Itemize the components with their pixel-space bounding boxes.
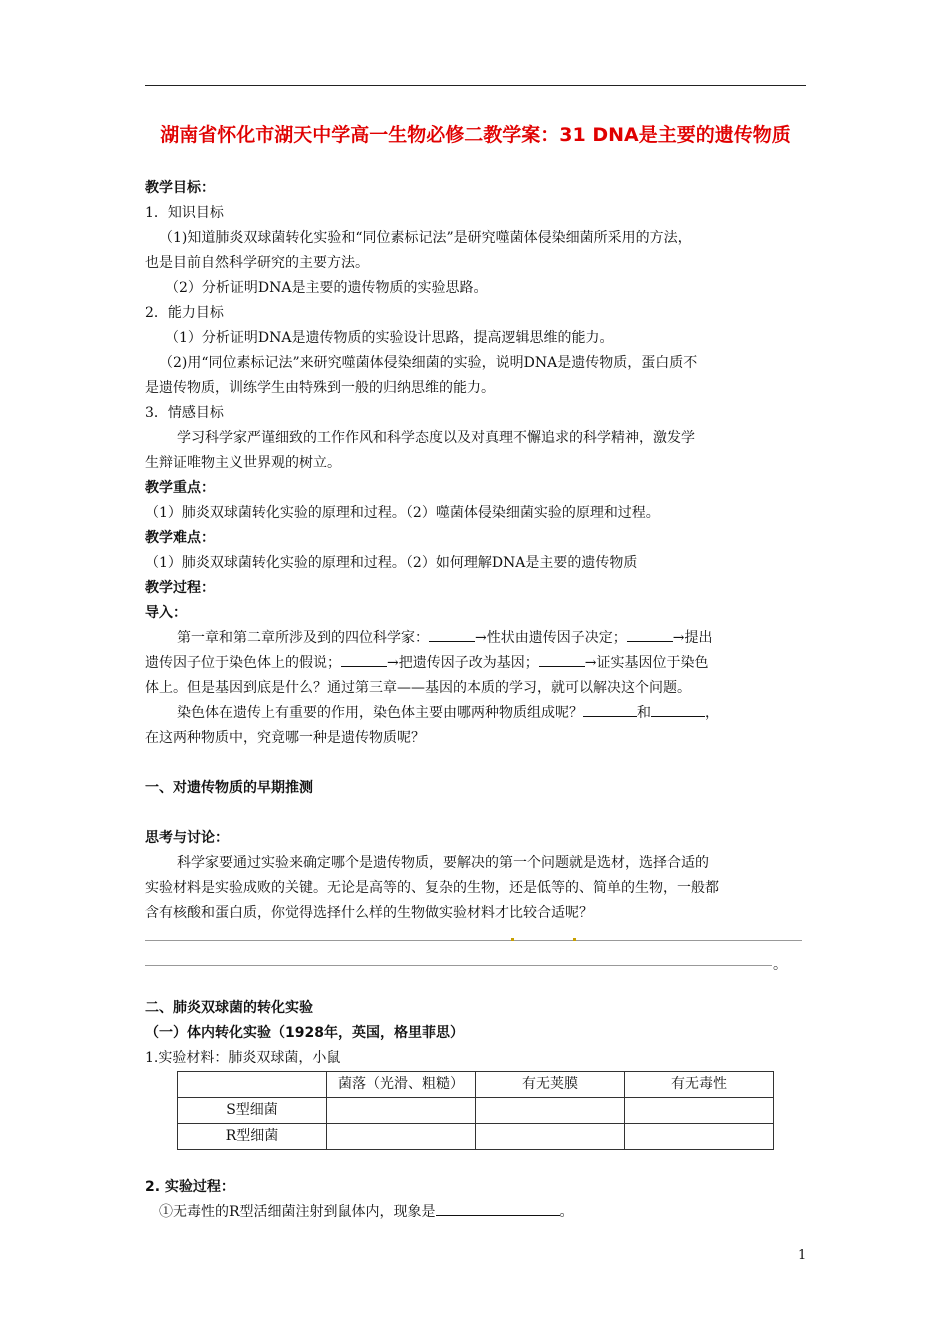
ability-objective-2-line-2: 是遗传物质，训练学生由特殊到一般的归纳思维的能力。 xyxy=(145,380,495,396)
ability-objective-2-line-1: （2)用“同位素标记法”来研究噬菌体侵染细菌的实验，说明DNA是遗传物质，蛋白质不 xyxy=(159,355,698,371)
intro-text: 染色体在遗传上有重要的作用，染色体主要由哪两种物质组成呢？ xyxy=(177,705,583,721)
section-2-heading: 二、肺炎双球菌的转化实验 xyxy=(145,1000,313,1016)
table-row-label: R型细菌 xyxy=(178,1124,327,1150)
materials-line: 1.实验材料：肺炎双球菌，小鼠 xyxy=(145,1050,341,1066)
intro-paragraph-line-3: 体上。但是基因到底是什么？通过第三章——基因的本质的学习，就可以解决这个问题。 xyxy=(145,680,691,696)
table-cell[interactable] xyxy=(625,1098,774,1124)
fill-blank-scientist-1[interactable] xyxy=(429,627,475,642)
stray-mark xyxy=(511,938,514,941)
step-text: 。 xyxy=(559,1204,574,1220)
intro-text: →提出 xyxy=(672,630,713,646)
intro-text: 遗传因子位于染色体上的假说； xyxy=(145,655,341,671)
table-header-cell: 有无荚膜 xyxy=(476,1072,625,1098)
intro-text: →把遗传因子改为基因； xyxy=(387,655,539,671)
table-row xyxy=(178,1098,774,1124)
fill-blank-substance-1[interactable] xyxy=(583,702,637,717)
knowledge-objective-2: （2）分析证明DNA是主要的遗传物质的实验思路。 xyxy=(165,280,488,296)
intro-text: 和 xyxy=(637,705,651,721)
answer-underline xyxy=(145,965,772,966)
document-body xyxy=(145,176,806,1225)
key-points-heading: 教学重点： xyxy=(145,480,215,496)
difficulties-text: （1）肺炎双球菌转化实验的原理和过程。（2）如何理解DNA是主要的遗传物质 xyxy=(145,555,638,571)
intro-paragraph-2-line-2: 在这两种物质中，究竟哪一种是遗传物质呢？ xyxy=(145,730,425,746)
discussion-line-3: 含有核酸和蛋白质，你觉得选择什么样的生物做实验材料才比较合适呢？ xyxy=(145,905,593,921)
table-cell[interactable] xyxy=(327,1124,476,1150)
intro-text: →证实基因位于染色 xyxy=(584,655,709,671)
knowledge-objective-1-line-2: 也是目前自然科学研究的主要方法。 xyxy=(145,255,369,271)
discussion-line-1: 科学家要通过实验来确定哪个是遗传物质，要解决的第一个问题就是选材，选择合适的 xyxy=(177,855,709,871)
intro-text: 第一章和第二章所涉及到的四位科学家： xyxy=(177,630,429,646)
fill-blank-scientist-2[interactable] xyxy=(627,627,673,642)
emotion-objective-heading: 3．情感目标 xyxy=(145,405,224,421)
intro-paragraph-line-2 xyxy=(145,651,806,676)
emotion-objective-line-2: 生辩证唯物主义世界观的树立。 xyxy=(145,455,341,471)
spacer xyxy=(145,976,806,996)
discussion-line-2: 实验材料是实验成败的关键。无论是高等的、复杂的生物，还是低等的、简单的生物，一般都 xyxy=(145,880,719,896)
table-cell[interactable] xyxy=(625,1124,774,1150)
knowledge-objective-1-line-1: （1)知道肺炎双球菌转化实验和“同位素标记法”是研究噬菌体侵染细菌所采用的方法， xyxy=(159,230,692,246)
table-cell[interactable] xyxy=(476,1124,625,1150)
discussion-heading: 思考与讨论： xyxy=(145,830,229,846)
ability-objective-heading: 2．能力目标 xyxy=(145,305,224,321)
fill-blank-substance-2[interactable] xyxy=(651,702,705,717)
answer-line-1[interactable] xyxy=(145,926,806,951)
section-1-heading: 一、对遗传物质的早期推测 xyxy=(145,780,313,796)
answer-underline xyxy=(145,940,802,941)
table-header-cell: 有无毒性 xyxy=(625,1072,774,1098)
subsection-1-heading: （一）体内转化实验（1928年，英国，格里菲思） xyxy=(145,1025,464,1041)
page-number: 1 xyxy=(798,1248,807,1263)
process-heading: 教学过程： xyxy=(145,580,215,596)
emotion-objective-line-1: 学习科学家严谨细致的工作作风和科学态度以及对真理不懈追求的科学精神，激发学 xyxy=(177,430,695,446)
table-header-cell xyxy=(178,1072,327,1098)
page-title: 湖南省怀化市湖天中学高一生物必修二教学案：31 DNA是主要的遗传物质 xyxy=(160,124,791,146)
objectives-heading: 教学目标： xyxy=(145,180,215,196)
table-row xyxy=(178,1124,774,1150)
fill-blank-scientist-4[interactable] xyxy=(539,652,585,667)
ability-objective-1: （1）分析证明DNA是遗传物质的实验设计思路，提高逻辑思维的能力。 xyxy=(165,330,614,346)
bacteria-properties-table xyxy=(177,1071,774,1150)
step-text: ①无毒性的R型活细菌注射到鼠体内，现象是 xyxy=(159,1204,436,1220)
table-header-cell: 菌落（光滑、粗糙） xyxy=(327,1072,476,1098)
table-cell[interactable] xyxy=(327,1098,476,1124)
table-cell[interactable] xyxy=(476,1098,625,1124)
stray-mark xyxy=(573,938,576,941)
fill-blank-phenomenon[interactable] xyxy=(436,1201,560,1216)
intro-text: ， xyxy=(705,705,719,721)
intro-paragraph-line-1 xyxy=(145,626,806,651)
difficulties-heading: 教学难点： xyxy=(145,530,215,546)
answer-line-2[interactable] xyxy=(145,951,806,976)
intro-paragraph-2-line-1 xyxy=(145,701,806,726)
table-header-row xyxy=(178,1072,774,1098)
spacer xyxy=(145,1150,806,1175)
intro-text: →性状由遗传因子决定； xyxy=(475,630,627,646)
table-row-label: S型细菌 xyxy=(178,1098,327,1124)
fill-blank-scientist-3[interactable] xyxy=(341,652,387,667)
intro-heading: 导入： xyxy=(145,605,187,621)
knowledge-objective-heading: 1．知识目标 xyxy=(145,205,224,221)
experiment-step-1 xyxy=(145,1200,806,1225)
experiment-process-heading: 2. 实验过程： xyxy=(145,1179,235,1195)
answer-period: 。 xyxy=(773,957,787,973)
key-points-text: （1）肺炎双球菌转化实验的原理和过程。（2）噬菌体侵染细菌实验的原理和过程。 xyxy=(145,505,660,521)
header-rule xyxy=(145,85,806,86)
spacer xyxy=(145,751,806,776)
spacer xyxy=(145,801,806,826)
